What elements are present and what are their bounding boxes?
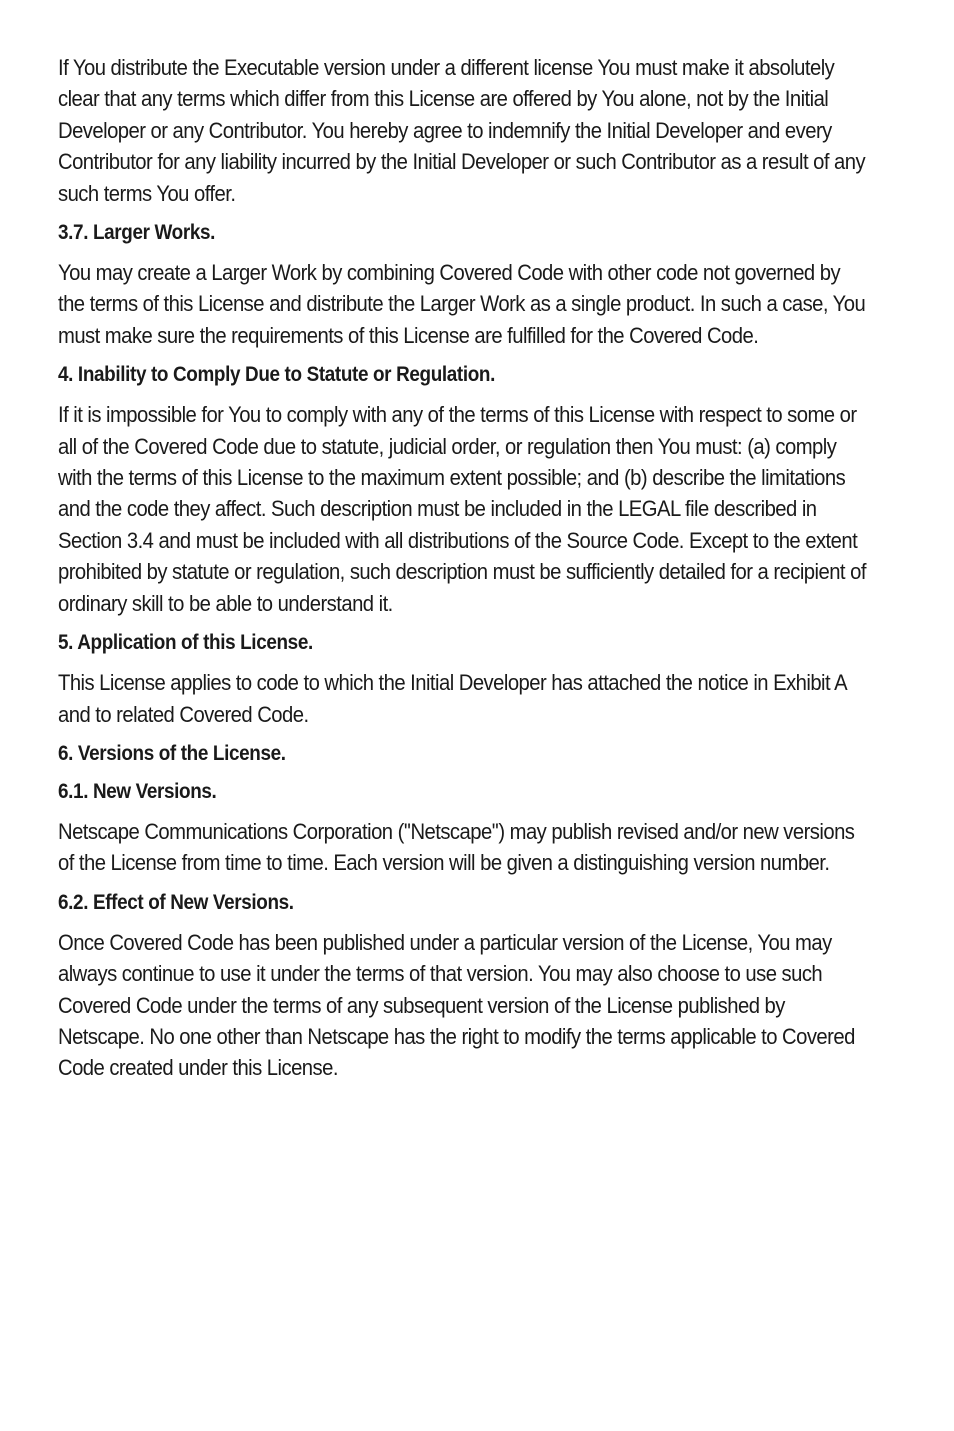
heading-effect-of-new-versions: 6.2. Effect of New Versions. [58,890,294,914]
paragraph-larger-works: You may create a Larger Work by combining Covered Code with other code not governed by the terms of this License and distribute the Larger Work as a single product. In such a case, You must make sure the requirements of this License are fulfilled for the Covered Code. [58,260,866,348]
heading-application-of-license: 5. Application of this License. [58,631,313,655]
paragraph-executable-license: If You distribute the Executable version under a different license You must make it absolutely clear that any terms which differ from this License are offered by You alone, not by the Initial Developer or any Contributor. You hereby agree to indemnify the Initial Developer and every Contributor for any liability incurred by the Initial Developer or such Contributor as a result of any such terms You offer. [58,55,866,206]
heading-larger-works: 3.7. Larger Works. [58,221,216,245]
heading-new-versions: 6.1. New Versions. [58,779,217,803]
document-page [58,52,870,1094]
heading-versions-of-license: 6. Versions of the License. [58,741,286,765]
paragraph-inability-to-comply: If it is impossible for You to comply with any of the terms of this License with respect to some or all of the Covered Code due to statute, judicial order, or regulation then You must: (a) comply with the terms of this License to the maximum extent possible; and (b) describe the limitations and the code they affect. Such description must be included in the LEGAL file described in Section 3.4 and must be included with all distributions of the Source Code. Except to the extent prohibited by statute or regulation, such description must be sufficiently detailed for a recipient of ordinary skill to be able to understand it. [58,402,866,616]
paragraph-application-of-license: This License applies to code to which the Initial Developer has attached the notice in Exhibit A and to related Covered Code. [58,670,846,727]
paragraph-effect-of-new-versions: Once Covered Code has been published under a particular version of the License, You may always continue to use it under the terms of that version. You may also choose to use such Covered Code under the terms of any subsequent version of the License published by Netscape. No one other than Netscape has the right to modify the terms applicable to Covered Code created under this License. [58,929,855,1081]
heading-inability-to-comply: 4. Inability to Comply Due to Statute or Regulation. [58,363,496,387]
paragraph-new-versions: Netscape Communications Corporation (''Netscape'') may publish revised and/or new versions of the License from time to time. Each version will be given a distinguishing version number. [58,818,855,876]
